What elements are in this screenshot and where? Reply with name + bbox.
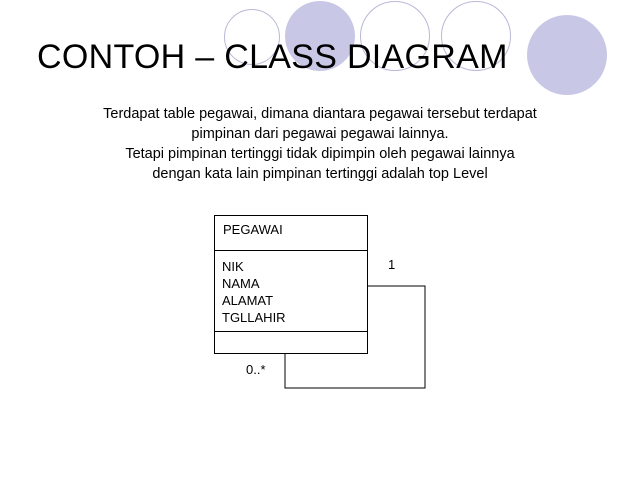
multiplicity-many: 0..* [246, 362, 266, 377]
description-line-2: pimpinan dari pegawai pegawai lainnya. [191, 126, 449, 142]
attribute-nik: NIK [222, 259, 244, 274]
attribute-alamat: ALAMAT [222, 293, 274, 308]
class-methods [215, 332, 367, 353]
slide-title: CONTOH – CLASS DIAGRAM [37, 38, 508, 76]
class-attributes [215, 251, 367, 332]
class-pegawai [214, 215, 368, 354]
multiplicity-one: 1 [388, 257, 396, 272]
attribute-nama: NAMA [222, 276, 260, 291]
description-line-1: Terdapat table pegawai, dimana diantara pegawai tersebut terdapat [103, 106, 537, 122]
description-line-3: Tetapi pimpinan tertinggi tidak dipimpin oleh pegawai lainnya [125, 146, 515, 162]
description-line-4: dengan kata lain pimpinan tertinggi adalah top Level [152, 166, 488, 182]
attribute-tgllahir: TGLLAHIR [222, 310, 286, 325]
class-name: PEGAWAI [215, 216, 367, 251]
